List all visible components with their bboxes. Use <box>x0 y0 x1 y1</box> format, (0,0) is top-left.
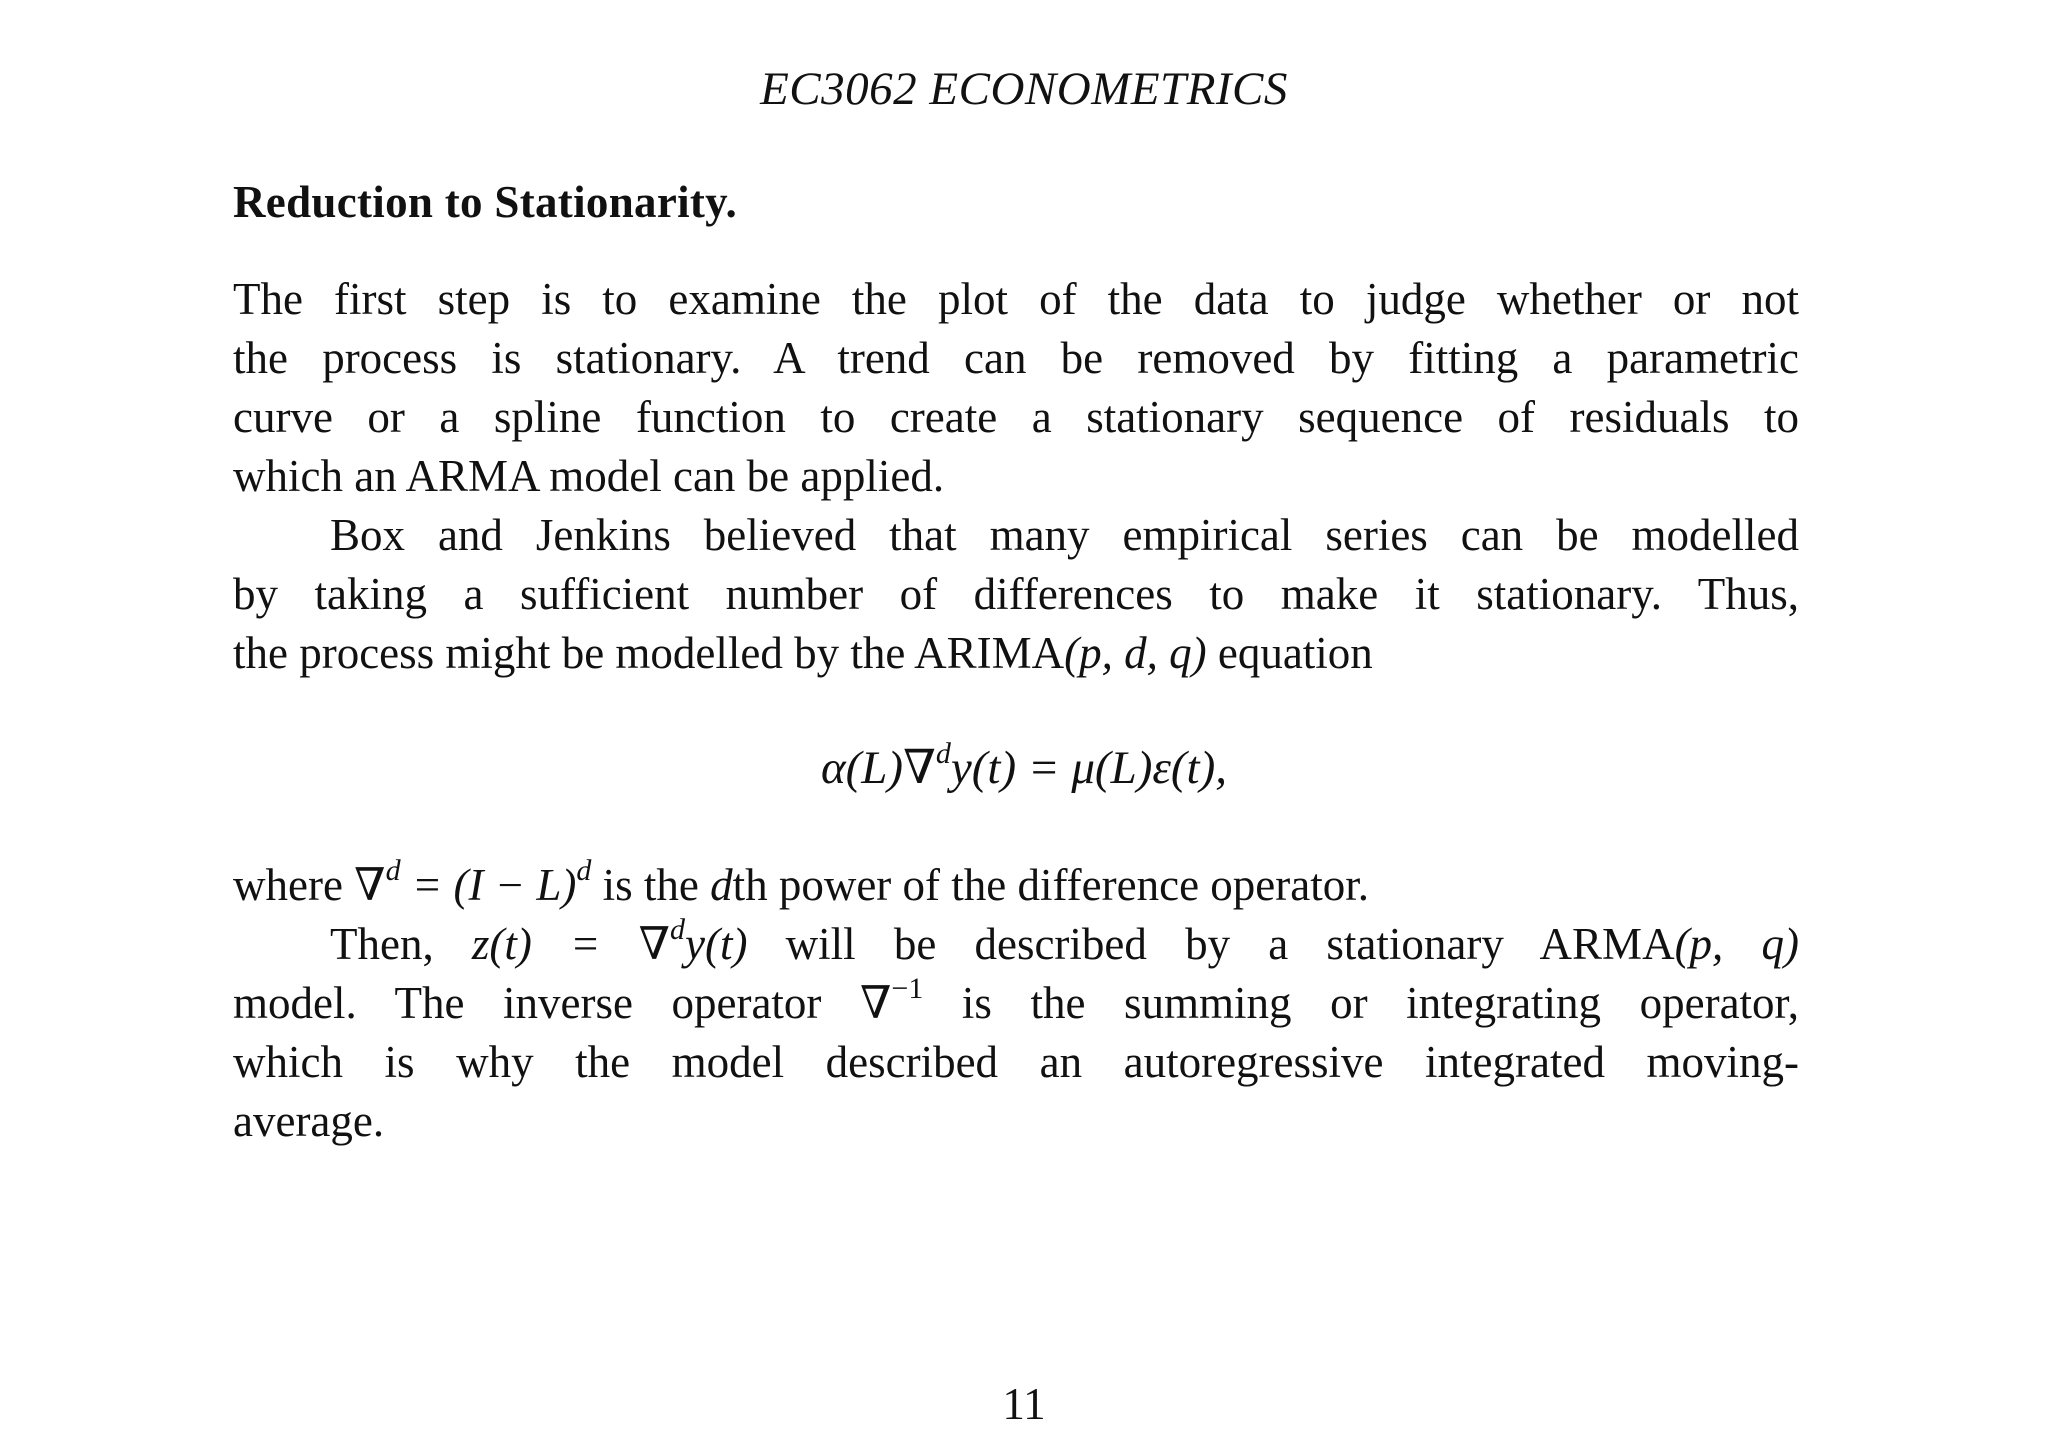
math-superscript: −1 <box>891 972 924 1005</box>
equation-superscript: d <box>935 737 951 770</box>
text-line: curve or a spline function to create a stationary sequence of residuals to <box>233 392 1799 442</box>
running-head: EC3062 ECONOMETRICS <box>760 63 1288 115</box>
math-var: d <box>710 860 733 910</box>
text-fragment: the process might be modelled by the ARIMA <box>233 628 1065 678</box>
math-args: (p, d, q) <box>1064 628 1207 678</box>
text-fragment: th power of the difference operator. <box>732 860 1369 910</box>
paragraph-after-equation <box>233 856 1799 915</box>
paragraph-1 <box>233 270 1799 506</box>
equation-rhs: y(t) = μ(L)ε(t), <box>950 742 1228 794</box>
text-fragment: model. The inverse operator ∇ <box>233 978 892 1028</box>
display-equation <box>0 737 2048 795</box>
text-line: average. <box>233 1096 385 1146</box>
paragraph-3 <box>233 915 1799 1151</box>
text-line: which is why the model described an autoregressive integrated moving- <box>233 1037 1799 1087</box>
text-fragment: where ∇ <box>233 860 386 910</box>
text-line: by taking a sufficient number of differences to make it stationary. Thus, <box>233 569 1799 619</box>
text-line: the process is stationary. A trend can be removed by fitting a parametric <box>233 333 1799 383</box>
text-line <box>233 974 1799 1033</box>
equation-lhs: α(L)∇ <box>820 742 936 794</box>
math-superscript: d <box>385 854 401 887</box>
text-line: The first step is to examine the plot of the data to judge whether or not <box>233 274 1799 324</box>
section-title: Reduction to Stationarity. <box>233 177 738 227</box>
math-superscript: d <box>576 854 592 887</box>
math-args: (p, q) <box>1674 919 1799 969</box>
text-fragment: equation <box>1206 628 1373 678</box>
text-line <box>233 915 1799 974</box>
text-fragment: will be described by a stationary ARMA <box>747 919 1675 969</box>
math-fragment: = (I − L) <box>400 860 577 910</box>
text-fragment: is the summing or integrating operator, <box>923 978 1799 1028</box>
text-fragment: Then, <box>330 919 472 969</box>
text-fragment: is the <box>591 860 711 910</box>
text-line: which an ARMA model can be applied. <box>233 451 945 501</box>
math-fragment: y(t) <box>685 919 748 969</box>
page-number: 11 <box>1002 1379 1046 1429</box>
text-line: Box and Jenkins believed that many empirical series can be modelled <box>330 510 1799 560</box>
math-fragment: z(t) = ∇ <box>471 919 671 969</box>
paragraph-2 <box>233 506 1799 683</box>
text-line <box>233 624 1799 683</box>
math-superscript: d <box>670 913 686 946</box>
text-line <box>233 856 1799 915</box>
